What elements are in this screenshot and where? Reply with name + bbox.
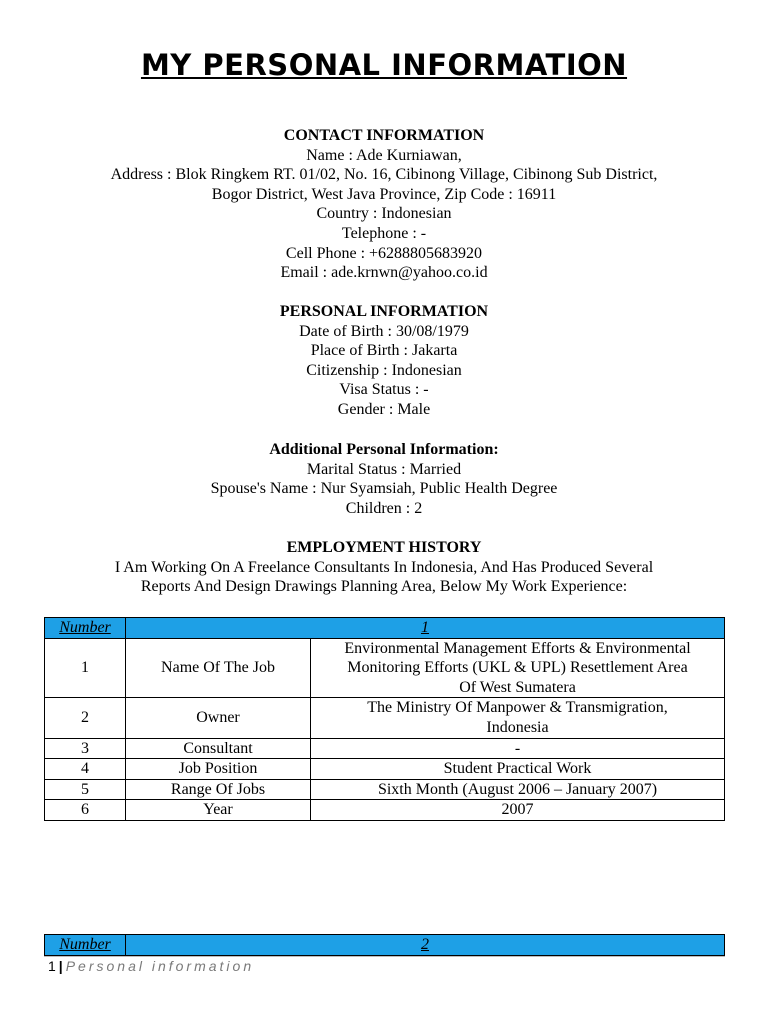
page-title: MY PERSONAL INFORMATION <box>140 48 628 82</box>
row-value: Sixth Month (August 2006 – January 2007) <box>311 779 725 800</box>
row-value <box>311 638 725 698</box>
date-of-birth: Date of Birth : 30/08/1979 <box>299 322 469 340</box>
header-number-value: 1 <box>126 618 725 639</box>
row-number: 6 <box>45 800 126 821</box>
row-value-line: Indonesia <box>486 718 549 736</box>
additional-heading: Additional Personal Information: <box>269 441 499 458</box>
personal-information-section <box>0 302 768 420</box>
row-number: 5 <box>45 779 126 800</box>
contact-country: Country : Indonesian <box>316 205 452 223</box>
additional-information-section <box>0 440 768 518</box>
row-label: Range Of Jobs <box>126 779 311 800</box>
contact-telephone: Telephone : - <box>341 224 427 242</box>
contact-address-line-2: Bogor District, West Java Province, Zip Code : 16911 <box>211 185 557 203</box>
contact-information-section <box>0 126 768 283</box>
gender: Gender : Male <box>337 400 431 418</box>
employment-heading: EMPLOYMENT HISTORY <box>286 539 482 556</box>
row-label: Year <box>126 800 311 821</box>
employment-intro-line-1: I Am Working On A Freelance Consultants In Indonesia, And Has Produced Several <box>114 558 654 576</box>
table-row <box>45 759 725 780</box>
page-footer <box>48 958 254 974</box>
visa-status: Visa Status : - <box>339 381 429 399</box>
row-number: 4 <box>45 759 126 780</box>
place-of-birth: Place of Birth : Jakarta <box>310 342 458 360</box>
header-number-value: 2 <box>126 935 725 956</box>
marital-status: Marital Status : Married <box>306 460 462 478</box>
row-value-line: Of West Sumatera <box>459 678 576 696</box>
job-table-header <box>45 935 725 956</box>
employment-intro-line-2: Reports And Design Drawings Planning Area, Below My Work Experience: <box>140 578 628 596</box>
row-number: 1 <box>45 638 126 698</box>
table-row <box>45 800 725 821</box>
spouse-name: Spouse's Name : Nur Syamsiah, Public Health Degree <box>210 480 558 498</box>
job-table-2 <box>44 934 725 956</box>
row-value: - <box>311 738 725 759</box>
employment-history-section <box>0 538 768 597</box>
contact-cell-phone: Cell Phone : +6288805683920 <box>285 244 483 262</box>
row-value <box>311 698 725 738</box>
personal-heading: PERSONAL INFORMATION <box>279 303 489 320</box>
header-number-label: Number <box>45 618 126 639</box>
row-label: Name Of The Job <box>126 638 311 698</box>
row-label: Job Position <box>126 759 311 780</box>
contact-email: Email : ade.krnwn@yahoo.co.id <box>280 264 488 282</box>
footer-separator: | <box>58 958 63 974</box>
contact-name: Name : Ade Kurniawan, <box>306 146 462 164</box>
contact-heading: CONTACT INFORMATION <box>283 127 485 144</box>
children: Children : 2 <box>345 499 423 517</box>
header-number-label: Number <box>45 935 126 956</box>
footer-divider <box>44 956 725 957</box>
row-number: 3 <box>45 738 126 759</box>
row-value-line: Environmental Management Efforts & Environmental <box>344 639 691 657</box>
table-row <box>45 698 725 738</box>
row-value: 2007 <box>311 800 725 821</box>
row-label: Owner <box>126 698 311 738</box>
row-value-line: Monitoring Efforts (UKL & UPL) Resettlement Area <box>347 659 688 677</box>
row-label: Consultant <box>126 738 311 759</box>
table-row <box>45 779 725 800</box>
footer-text: Personal information <box>65 958 255 974</box>
row-number: 2 <box>45 698 126 738</box>
job-table-header <box>45 618 725 639</box>
contact-address-line-1: Address : Blok Ringkem RT. 01/02, No. 16, Cibinong Village, Cibinong Sub District, <box>110 166 658 184</box>
row-value: Student Practical Work <box>311 759 725 780</box>
table-row <box>45 738 725 759</box>
citizenship: Citizenship : Indonesian <box>306 361 462 379</box>
footer-page-number: 1 <box>48 958 56 974</box>
job-table-1 <box>44 617 725 821</box>
table-row <box>45 638 725 698</box>
row-value-line: The Ministry Of Manpower & Transmigration, <box>367 699 668 717</box>
